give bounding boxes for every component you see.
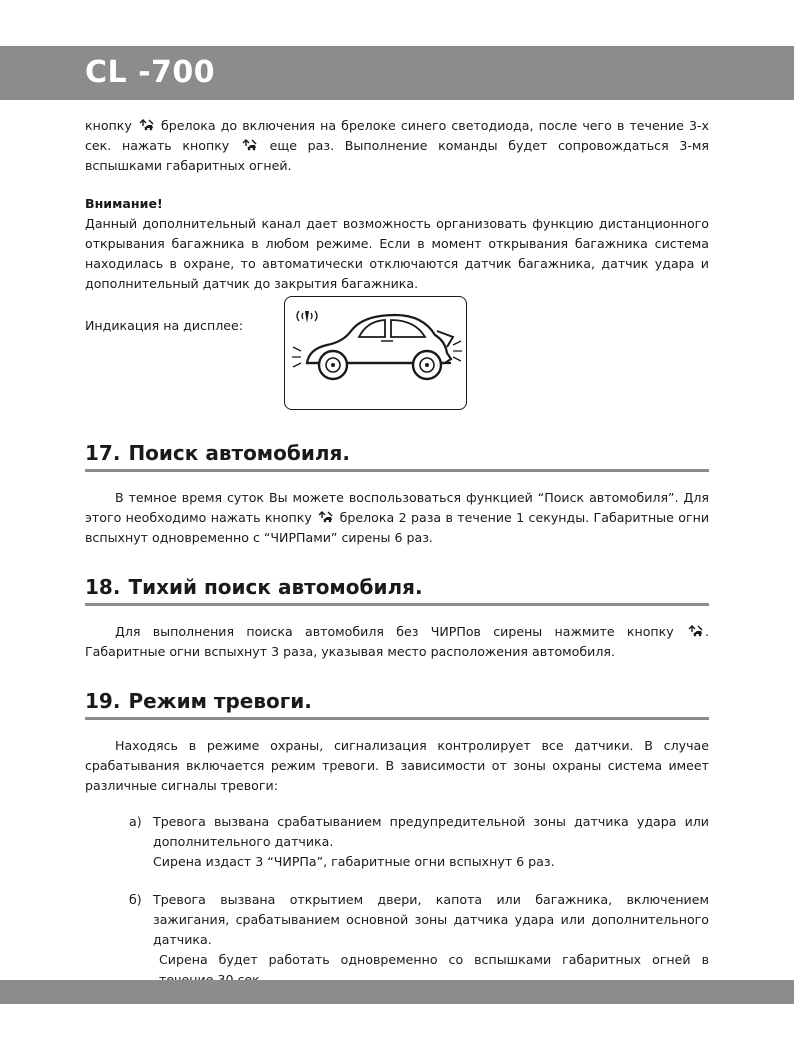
car-search-key-icon [688,625,703,637]
list-marker: а) [129,814,142,829]
footer-bar [0,980,794,1004]
car-search-key-icon [318,511,333,523]
attention-text: Данный дополнительный канал дает возможность организовать функцию дистанционного открывания багажника в любом режиме. Если в момент открывания багажника система находилась в охране, то автоматически отключаются датчик багажника, датчик удара и дополнительный датчик до закрытия багажника. [85,216,709,291]
display-indication [85,296,709,414]
list-item [129,812,709,872]
section-18-text-b: . Габаритные огни вспыхнут 3 раза, указывая место расположения автомобиля. [85,624,709,659]
attention-title: Внимание! [85,196,163,211]
list-item-sub: Сирена будет работать одновременно со вспышками габаритных огней в [159,952,709,967]
intro-paragraph [85,116,709,176]
section-18-heading [85,574,709,606]
intro-text-b: брелока до включения на брелоке синего светодиода, после чего в течение 3-х сек. нажать кнопку [85,118,709,153]
section-19-title: Режим тревоги. [128,689,312,713]
page-title: CL -700 [85,55,216,90]
section-17-text [85,488,709,548]
list-item-text: Тревога вызвана открытием двери, капота или багажника, включением зажигания, срабатыванием основной зоны датчика удара или дополнительного датчика. [153,892,709,947]
list-item-sub: Сирена издаст 3 “ЧИРПа”, габаритные огни вспыхнут 6 раз. [153,854,555,869]
display-label: Индикация на дисплее: [85,318,243,333]
alarm-list [85,812,709,990]
display-screen [284,296,467,410]
section-19-text: Находясь в режиме охраны, сигнализация контролирует все датчики. В случае срабатывания включается режим тревоги. В зависимости от зоны охраны система имеет различные сигналы тревоги: [85,738,709,793]
section-17-heading [85,440,709,472]
page-content [85,116,709,990]
car-search-key-icon [139,119,154,131]
section-19-heading [85,688,709,720]
section-18-number: 18. [85,575,121,599]
section-18-text [85,622,709,662]
section-17-text-b: брелока 2 раза в течение 1 секунды. Габаритные огни вспыхнут одновременно с “ЧИРПами” сирены 6 раз. [85,510,710,545]
list-marker: б) [129,892,142,907]
section-17-number: 17. [85,441,121,465]
list-item [129,890,709,990]
section-17-text-a: В темное время суток Вы можете воспользоваться функцией “Поиск автомобиля”. Для этого необходимо нажать кнопку [85,490,709,525]
car-trunk-open-icon [285,297,465,407]
intro-text-c: еще раз. Выполнение команды будет сопровождаться 3-мя вспышками габаритных огней. [85,138,709,173]
intro-text-a: кнопку [85,118,132,133]
section-17-title: Поиск автомобиля. [128,441,350,465]
section-18-title: Тихий поиск автомобиля. [128,575,423,599]
header-bar [0,46,794,100]
section-19-number: 19. [85,689,121,713]
section-18-text-a: Для выполнения поиска автомобиля без ЧИРПов сирены нажмите кнопку [115,624,674,639]
car-search-key-icon [242,139,257,151]
list-item-text: Тревога вызвана срабатыванием предупредительной зоны датчика удара или дополнительного датчика. [153,814,709,849]
